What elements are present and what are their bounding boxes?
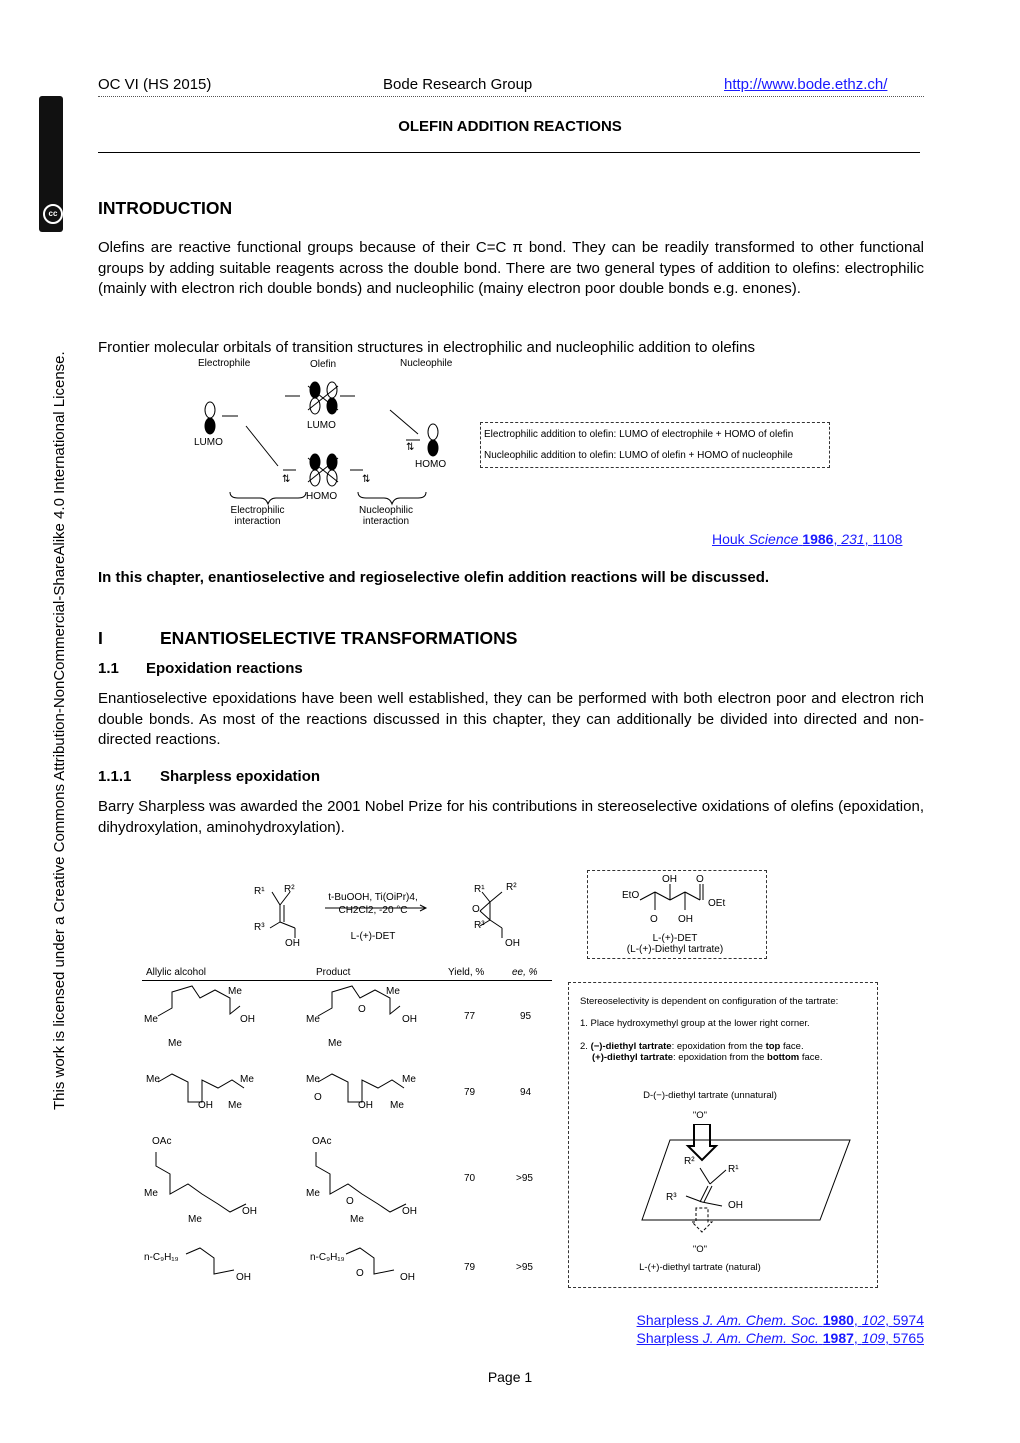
svg-text:O: O	[356, 1268, 364, 1279]
svg-text:OH: OH	[198, 1100, 213, 1111]
svg-text:Me: Me	[144, 1014, 158, 1025]
title-rule	[98, 152, 920, 153]
svg-text:⇅: ⇅	[362, 474, 371, 485]
intro-heading: INTRODUCTION	[98, 198, 233, 218]
svg-text:⇅: ⇅	[406, 442, 415, 453]
svg-text:EtO: EtO	[622, 890, 640, 901]
svg-text:Me: Me	[386, 986, 400, 997]
svg-text:O: O	[358, 1004, 366, 1015]
col-allylic-alcohol: Allylic alcohol	[146, 967, 207, 978]
svg-text:Me: Me	[306, 1014, 320, 1025]
col-ee: ee, %	[512, 967, 538, 978]
svg-text:Me: Me	[240, 1074, 254, 1085]
fmo-note-line2: Nucleophilic addition to olefin: LUMO of olefin + HOMO of nucleophile	[484, 450, 793, 461]
epoxidation-paragraph: Enantioselective epoxidations have been well established, they can be performed with both electron poor and electron rich double bonds. As most of the reactions discussed in this chapter, they can additionally be divided into directed and non-directed reactions.	[98, 690, 924, 748]
svg-text:OH: OH	[358, 1100, 373, 1111]
svg-text:R¹: R¹	[728, 1164, 739, 1175]
row3-yield: 70	[464, 1173, 476, 1184]
sharpless-paragraph: Barry Sharpless was awarded the 2001 Nobel Prize for his contributions in stereoselective oxidations of olefins (epoxidation, dihydroxylation, aminohydroxylation).	[98, 798, 924, 836]
svg-text:Me: Me	[306, 1188, 320, 1199]
svg-text:OH: OH	[236, 1272, 251, 1283]
subsection-heading: Epoxidation reactions	[146, 660, 303, 677]
ref-houk-link[interactable]: Houk Science 1986, 231, 1108	[712, 531, 903, 547]
svg-text:O: O	[472, 904, 480, 915]
svg-text:OEt: OEt	[708, 898, 726, 909]
ref-sharpless-1987-link[interactable]: Sharpless J. Am. Chem. Soc. 1987, 109, 5765	[636, 1330, 924, 1346]
conditions-line1: t-BuOOH, Ti(OiPr)4,	[328, 892, 418, 903]
svg-text:Me: Me	[328, 1038, 342, 1049]
model-note: Stereoselectivity is dependent on configuration of the tartrate:	[580, 996, 839, 1007]
svg-text:OH: OH	[402, 1014, 417, 1025]
fmo-nucleophile-label: Nucleophile	[400, 358, 453, 369]
svg-text:R³: R³	[666, 1192, 677, 1203]
svg-text:OAc: OAc	[312, 1136, 332, 1147]
row2-yield: 79	[464, 1087, 476, 1098]
svg-text:Me: Me	[146, 1074, 160, 1085]
svg-text:OH: OH	[242, 1206, 257, 1217]
svg-text:R³: R³	[474, 920, 485, 931]
svg-text:n-C₉H₁₉: n-C₉H₁₉	[310, 1252, 345, 1263]
license-side-text[interactable]: This work is licensed under a Creative Commons Attribution-NonCommercial-ShareAlike 4.0 International License.	[51, 351, 68, 1110]
l-tartrate-label: L-(+)-diethyl tartrate (natural)	[639, 1262, 761, 1273]
model-rule1: 1. Place hydroxymethyl group at the lower right corner.	[580, 1018, 810, 1029]
table-header-rule	[142, 980, 552, 981]
page-number: Page 1	[487, 1369, 533, 1385]
svg-text:O: O	[696, 874, 704, 885]
bottom-o-label: "O"	[692, 1244, 708, 1255]
det-structure	[620, 872, 730, 932]
svg-text:Me: Me	[168, 1038, 182, 1049]
svg-text:R¹: R¹	[254, 886, 265, 897]
group-label: Bode Research Group	[383, 76, 533, 93]
figure-caption: Frontier molecular orbitals of transition structures in electrophilic and nucleophilic addition to olefins	[98, 339, 755, 356]
row1-ee: 95	[520, 1011, 532, 1022]
row3-ee: >95	[516, 1173, 533, 1184]
svg-text:Me: Me	[306, 1074, 320, 1085]
svg-text:R²: R²	[684, 1156, 695, 1167]
subsubsection-number: 1.1.1	[98, 768, 132, 785]
conditions-line2: CH2Cl2, -20 °C	[338, 905, 408, 916]
svg-text:OH: OH	[728, 1200, 743, 1211]
svg-text:R³: R³	[254, 922, 265, 933]
conditions-line3: L-(+)-DET	[350, 931, 396, 942]
fmo-homo-center: HOMO	[306, 491, 338, 502]
svg-text:OH: OH	[505, 938, 520, 949]
d-tartrate-label: D-(−)-diethyl tartrate (unnatural)	[643, 1090, 777, 1101]
page-title: OLEFIN ADDITION REACTIONS	[398, 118, 622, 135]
svg-text:O: O	[346, 1196, 354, 1207]
section-number: I	[98, 628, 103, 648]
svg-text:OH: OH	[678, 914, 693, 925]
row1-yield: 77	[464, 1011, 476, 1022]
subsection-number: 1.1	[98, 660, 119, 677]
svg-text:n-C₉H₁₉: n-C₉H₁₉	[144, 1252, 179, 1263]
fmo-olefin-label: Olefin	[310, 359, 337, 370]
chapter-summary: In this chapter, enantioselective and regioselective olefin addition reactions will be discussed.	[98, 569, 770, 586]
svg-text:OH: OH	[285, 938, 300, 949]
cc-icon: cc	[43, 204, 63, 224]
svg-text:R²: R²	[506, 882, 517, 893]
model-rule2a: 2. (−)-diethyl tartrate: epoxidation from the top face.	[580, 1041, 804, 1052]
svg-text:OH: OH	[400, 1272, 415, 1283]
svg-text:OAc: OAc	[152, 1136, 172, 1147]
svg-text:Me: Me	[144, 1188, 158, 1199]
ref-sharpless-1980-link[interactable]: Sharpless J. Am. Chem. Soc. 1980, 102, 5974	[636, 1312, 924, 1328]
det-label: L-(+)-DET	[652, 933, 698, 944]
svg-text:Me: Me	[228, 986, 242, 997]
substrate-structures	[140, 984, 440, 1284]
svg-text:O: O	[314, 1092, 322, 1103]
fmo-nucleophilic-interaction: Nucleophilic interaction	[359, 505, 413, 527]
subsubsection-heading: Sharpless epoxidation	[160, 768, 321, 785]
svg-text:R²: R²	[284, 884, 295, 895]
intro-paragraph: Olefins are reactive functional groups because of their C=C π bond. They can be readily transformed to other functional groups by adding suitable reagents across the double bond. There are two general types of addition to olefins: electrophilic (mainly with electron rich double bonds) and nucleophilic (mainy electron poor double bonds e.g. enones).	[98, 239, 924, 297]
fmo-electrophilic-interaction: Electrophilic interaction	[230, 505, 285, 527]
svg-text:OH: OH	[662, 874, 677, 885]
svg-text:Me: Me	[228, 1100, 242, 1111]
fmo-electrophile-label: Electrophile	[198, 358, 251, 369]
course-label: OC VI (HS 2015)	[98, 76, 212, 93]
fmo-lumo-center: LUMO	[307, 420, 336, 431]
top-o-label: "O"	[692, 1110, 708, 1121]
header-divider	[98, 96, 924, 97]
det-name: (L-(+)-Diethyl tartrate)	[626, 944, 724, 955]
fmo-lumo-left: LUMO	[194, 437, 223, 448]
header-url-link[interactable]: http://www.bode.ethz.ch/	[724, 76, 888, 93]
svg-text:Me: Me	[402, 1074, 416, 1085]
row4-yield: 79	[464, 1262, 476, 1273]
svg-text:Me: Me	[188, 1214, 202, 1225]
row4-ee: >95	[516, 1262, 533, 1273]
svg-text:Me: Me	[350, 1214, 364, 1225]
svg-text:OH: OH	[240, 1014, 255, 1025]
fmo-homo-right: HOMO	[415, 459, 447, 470]
license-badge	[39, 96, 63, 232]
col-yield: Yield, %	[448, 967, 485, 978]
section-heading: ENANTIOSELECTIVE TRANSFORMATIONS	[160, 628, 518, 648]
svg-text:O: O	[650, 914, 658, 925]
fmo-note-line1: Electrophilic addition to olefin: LUMO of electrophile + HOMO of olefin	[484, 429, 794, 440]
model-rule2b: (+)-diethyl tartrate: epoxidation from the bottom face.	[592, 1052, 823, 1063]
svg-text:Me: Me	[390, 1100, 404, 1111]
svg-text:⇅: ⇅	[282, 474, 291, 485]
col-product: Product	[316, 967, 351, 978]
row2-ee: 94	[520, 1087, 532, 1098]
model-plane-diagram	[630, 1124, 870, 1244]
svg-text:R¹: R¹	[474, 884, 485, 895]
svg-text:OH: OH	[402, 1206, 417, 1217]
